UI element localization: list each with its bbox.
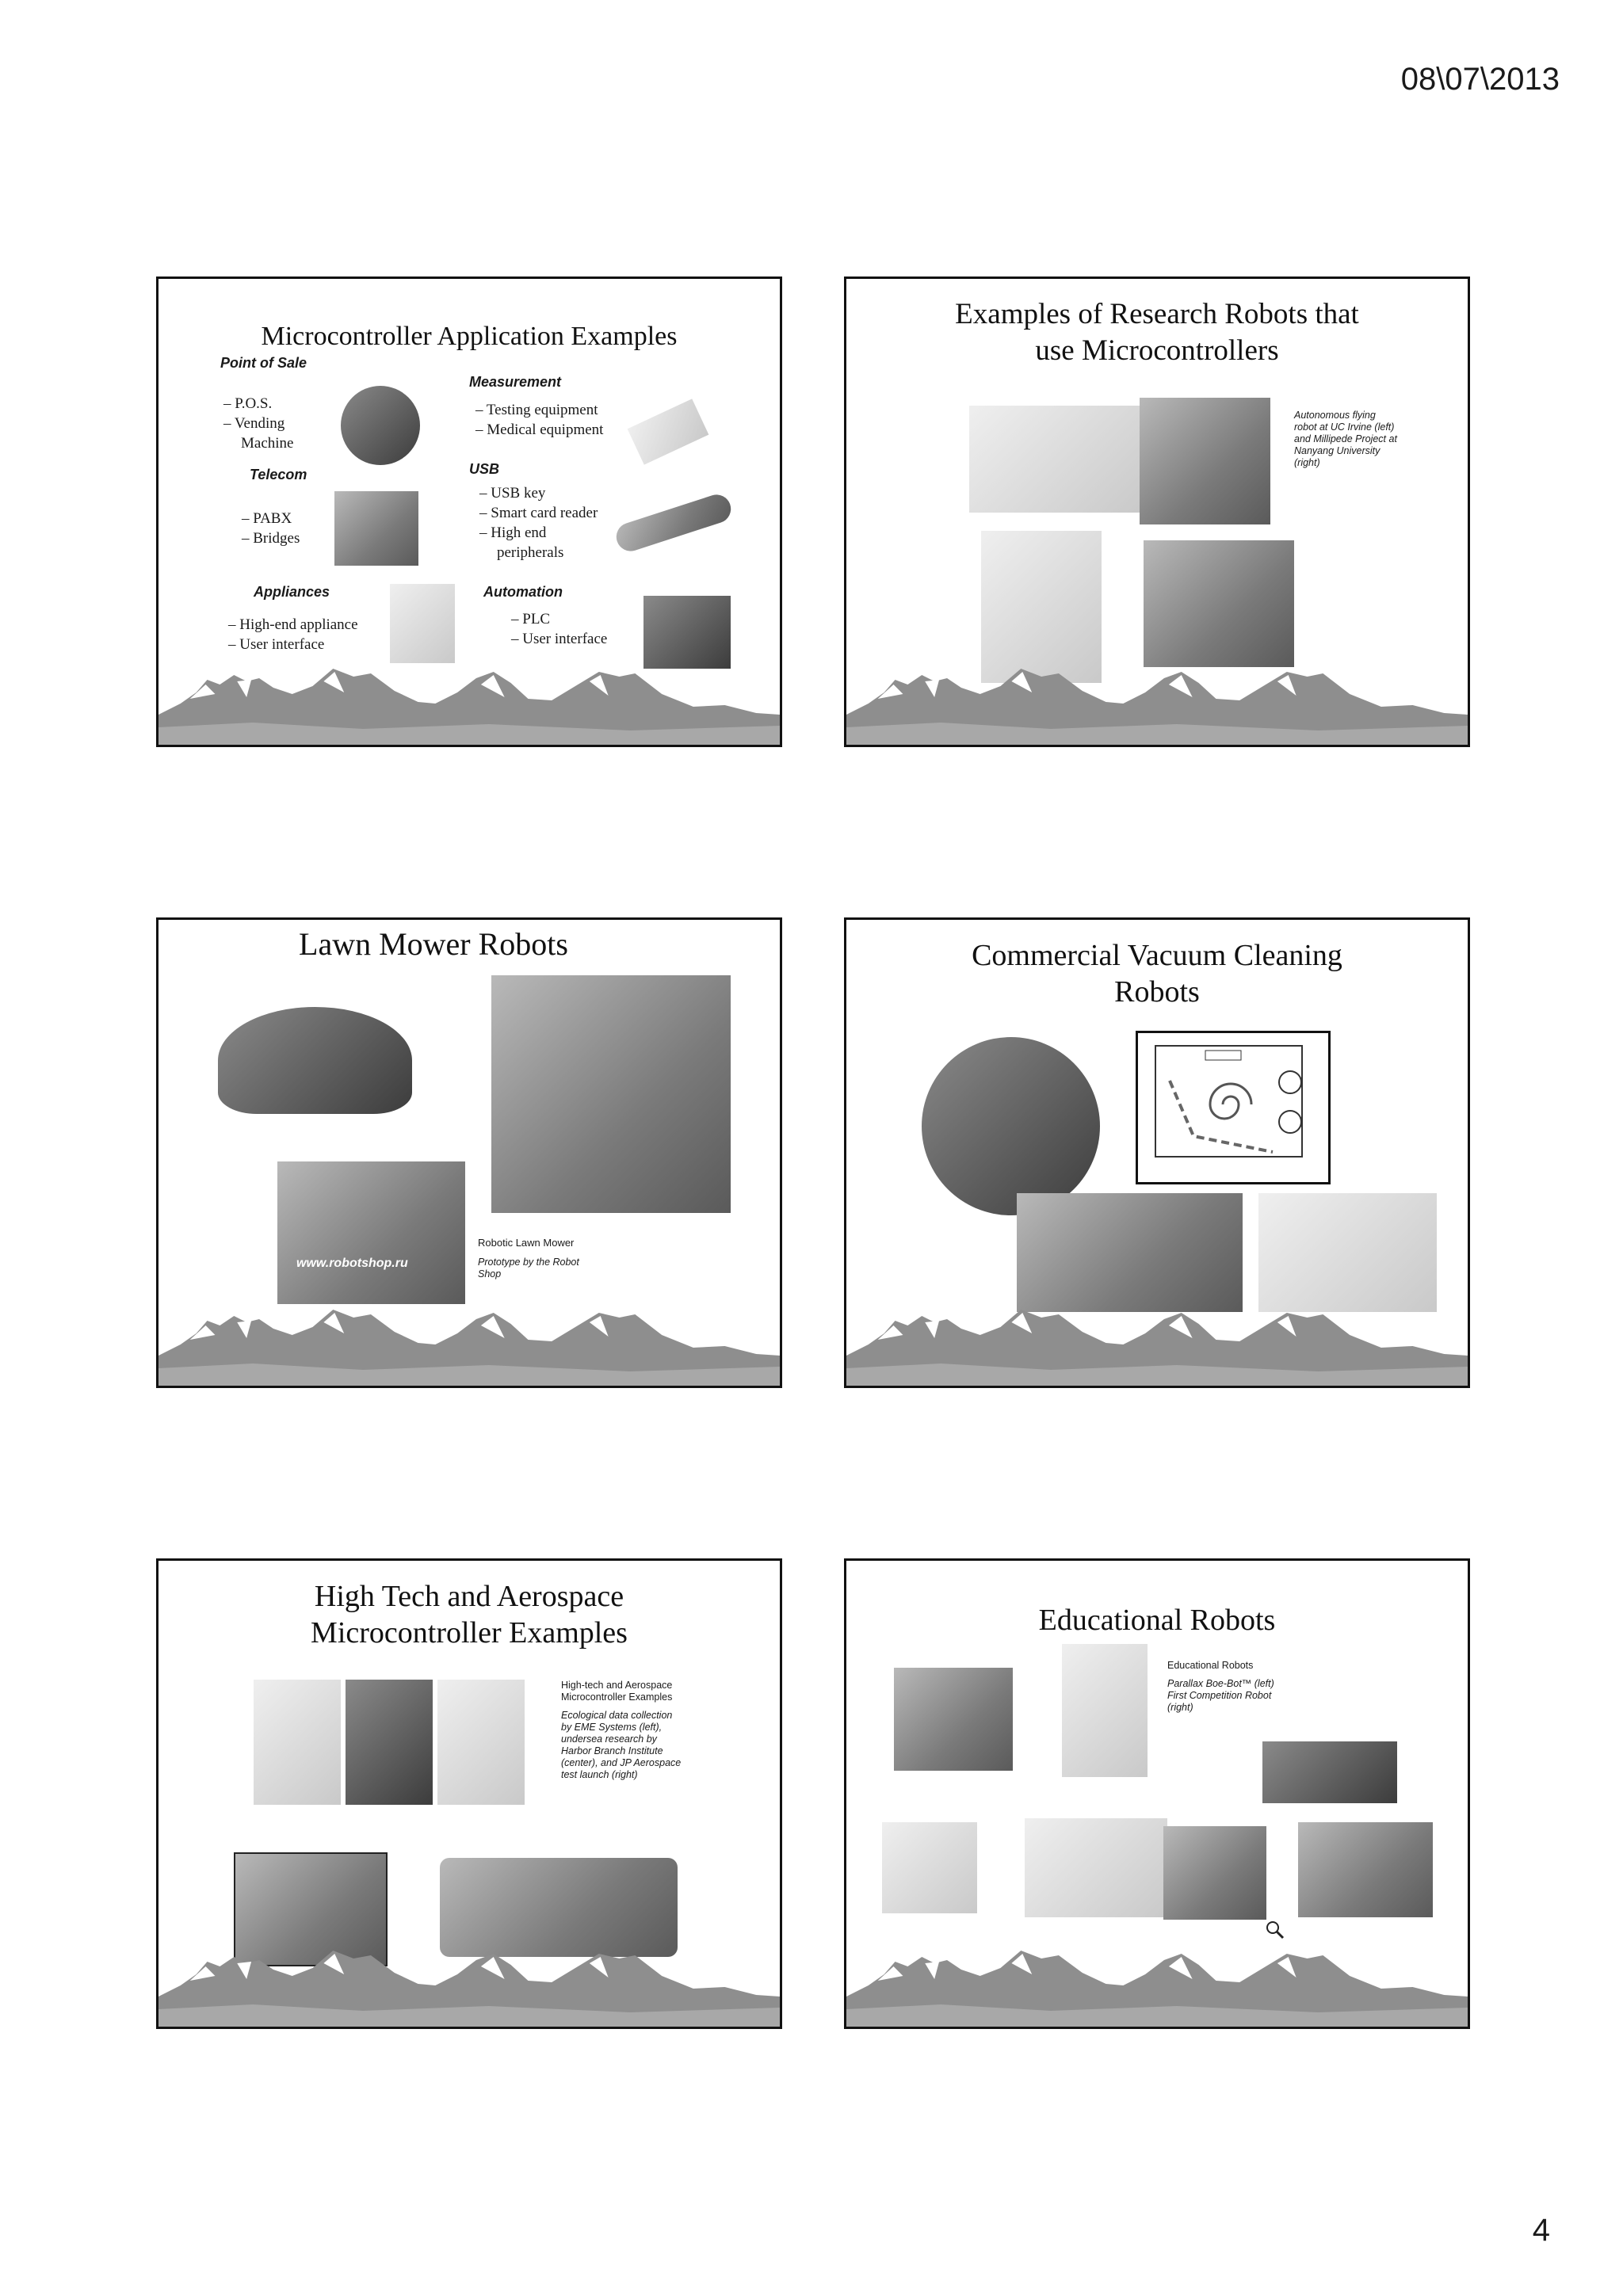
wheeled-robot-photo — [1163, 1826, 1266, 1920]
competition-robot-photo — [1062, 1644, 1148, 1777]
robotshop-watermark: www.robotshop.ru — [296, 1257, 408, 1270]
mountain-footer — [846, 658, 1468, 745]
undersea-research-photo — [346, 1680, 433, 1805]
telecom-photo — [334, 491, 418, 566]
page-number: 4 — [1532, 2213, 1550, 2248]
measurement-list: – Testing equipment – Medical equipment — [475, 402, 604, 438]
telecom-heading: Telecom — [250, 467, 307, 482]
slide-title: Lawn Mower Robots — [299, 926, 568, 962]
measurement-heading: Measurement — [469, 374, 562, 390]
rocket-launch-photo — [437, 1680, 525, 1805]
usb-heading: USB — [469, 461, 500, 477]
automation-list: – PLC – User interface — [511, 611, 608, 647]
slide-title: Examples of Research Robots that use Microcontrollers — [955, 298, 1359, 367]
tank-robot-photo — [1298, 1822, 1433, 1917]
point-of-sale-heading: Point of Sale — [220, 355, 307, 371]
slide-research-robots — [844, 277, 1470, 747]
vacuum-robot-photo — [1258, 1193, 1437, 1312]
pos-keypad-photo — [341, 386, 420, 465]
slide-lawn-mower-robots — [156, 917, 782, 1388]
usb-key-photo — [613, 491, 735, 555]
slide-title: Commercial Vacuum Cleaning Robots — [972, 939, 1342, 1009]
cleaning-path-diagram — [1136, 1031, 1331, 1184]
vacuum-floor-photo — [1017, 1193, 1243, 1312]
roomba-photo — [922, 1037, 1100, 1215]
appliances-heading: Appliances — [254, 584, 330, 600]
point-of-sale-list: – P.O.S. – Vending Machine — [223, 395, 294, 452]
slide-title: Educational Robots — [1038, 1604, 1276, 1637]
slide-educational-robots — [844, 1558, 1470, 2029]
mountain-footer — [158, 1299, 780, 1386]
aerospace-caption: High-tech and Aerospace Microcontroller Examples Ecological data collection by EME Systems (left), undersea research by Harbor Branch Institute (center), and JP Aerospace test launch (right) — [561, 1680, 682, 1780]
mountain-footer — [846, 1299, 1468, 1386]
magnifier-icon[interactable] — [1265, 1920, 1285, 1940]
spider-robot-photo — [882, 1822, 977, 1913]
tracked-robot-photo — [1262, 1741, 1397, 1803]
washing-machine-photo — [390, 584, 455, 663]
mountain-footer — [158, 658, 780, 745]
slide-high-tech-aerospace — [156, 1558, 782, 2029]
lawn-mower-garden-photo — [491, 975, 731, 1213]
slide-microcontroller-applications — [156, 277, 782, 747]
slide-title: Microcontroller Application Examples — [261, 322, 678, 351]
educational-caption: Educational Robots Parallax Boe-Bot™ (left) First Competition Robot (right) — [1167, 1660, 1274, 1713]
usb-list: – USB key – Smart card reader – High end peripherals — [479, 485, 598, 561]
lawn-mower-robot-photo — [218, 1007, 412, 1114]
flying-robot-photo — [969, 406, 1144, 513]
prototype-mower-photo — [277, 1161, 465, 1304]
telecom-list: – PABX – Bridges — [242, 510, 300, 547]
diagram-svg — [1138, 1033, 1323, 1177]
mountain-footer — [846, 1939, 1468, 2027]
slide-title: High Tech and Aerospace Microcontroller Examples — [311, 1580, 628, 1650]
appliances-list: – High-end appliance – User interface — [228, 616, 358, 653]
research-robots-caption: Autonomous flying robot at UC Irvine (left) and Millipede Project at Nanyang University (right) — [1294, 410, 1397, 468]
lawn-mower-caption: Robotic Lawn Mower Prototype by the Robot Shop — [478, 1237, 579, 1280]
slide-vacuum-robots — [844, 917, 1470, 1388]
millipede-robot-photo — [1140, 398, 1270, 524]
medical-device-photo — [628, 399, 709, 464]
automation-heading: Automation — [483, 584, 563, 600]
hexapod-robot-photo — [1025, 1818, 1167, 1917]
ecological-station-photo — [254, 1680, 341, 1805]
mountain-footer — [158, 1939, 780, 2027]
page-date: 08\07\2013 — [1400, 62, 1560, 97]
robot-arm-photo — [1144, 540, 1294, 667]
boe-bot-photo — [894, 1668, 1013, 1771]
